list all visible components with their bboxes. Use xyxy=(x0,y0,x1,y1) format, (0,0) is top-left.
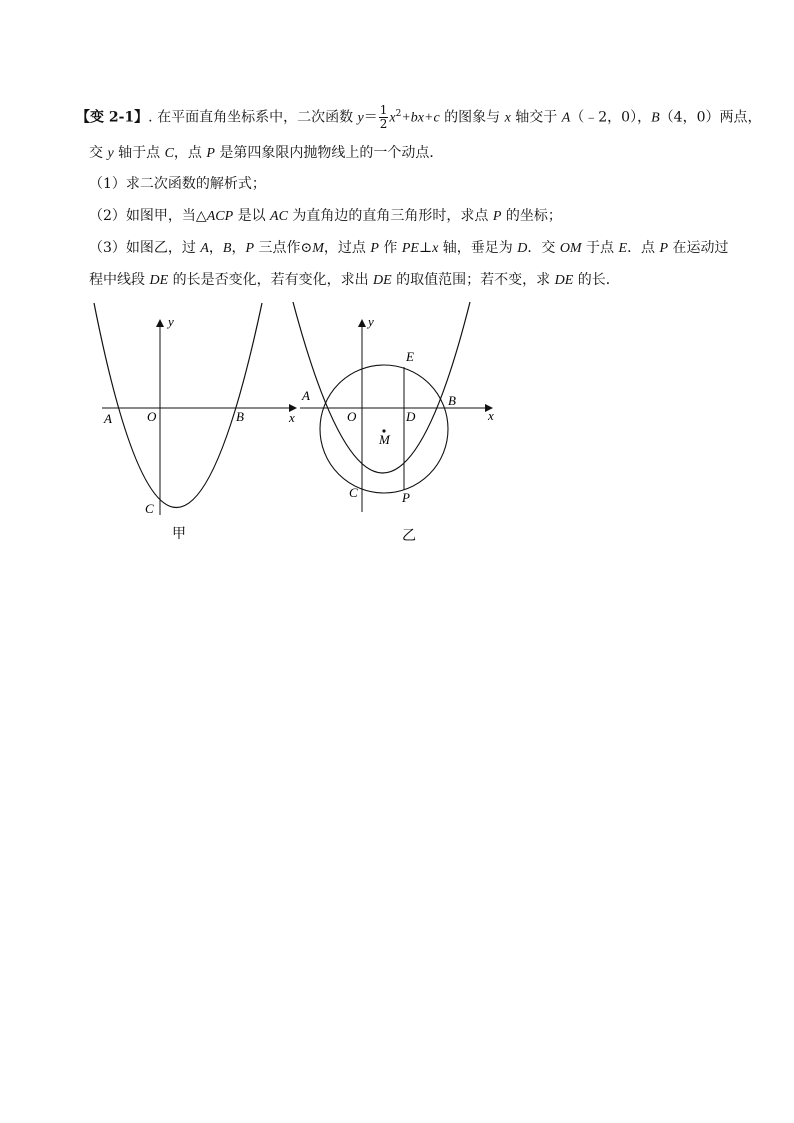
figure-jia xyxy=(88,298,308,548)
parabola xyxy=(94,303,262,508)
label-x: x xyxy=(289,410,295,425)
label-o: O xyxy=(347,409,357,424)
label-c: C xyxy=(145,501,154,516)
label-y: y xyxy=(368,314,374,329)
label-d: D xyxy=(406,409,416,424)
question-1: （1）求二次函数的解析式； xyxy=(89,176,266,192)
circle-m xyxy=(320,365,448,493)
label-x: x xyxy=(488,408,494,423)
label-c: C xyxy=(349,485,358,500)
label-p: P xyxy=(402,490,410,505)
question-3: （3）如图乙，过 A，B，P 三点作⊙M，过点 P 作 PE⊥x 轴，垂足为 D．交 OM 于点 E．点 P 在运动过 xyxy=(89,240,729,256)
label-y: y xyxy=(168,314,174,329)
label-m: M xyxy=(379,432,390,447)
fraction-one-half: $\frac{1}{2}$ xyxy=(379,103,388,132)
caption-yi: 乙 xyxy=(402,528,416,544)
label-e: E xyxy=(406,349,414,364)
question-3-cont: 程中线段 DE 的长是否变化，若有变化，求出 DE 的取值范围；若不变，求 DE 的长． xyxy=(89,272,620,288)
label-b: B xyxy=(448,393,456,408)
label-a: A xyxy=(302,388,310,403)
figure-yi xyxy=(286,298,506,548)
problem-line-2: 交 y 轴于点 C，点 P 是第四象限内抛物线上的一个动点． xyxy=(89,145,444,161)
question-2: （2）如图甲，当△ACP 是以 AC 为直角边的直角三角形时，求点 P 的坐标； xyxy=(89,208,562,224)
problem-line-1: 【变 2-1】. 在平面直角坐标系中，二次函数 y＝ $\frac{1}{2}$ $x^2+bx+c$ 的图象与 x 轴交于 A（﹣2，0），B（4，0）两点， xyxy=(76,103,762,132)
caption-jia: 甲 xyxy=(172,526,186,542)
parabola xyxy=(293,302,470,473)
label-b: B xyxy=(236,409,244,424)
label-a: A xyxy=(104,411,112,426)
problem-tag: 【变 2-1】 xyxy=(76,109,149,126)
label-o: O xyxy=(147,409,157,424)
